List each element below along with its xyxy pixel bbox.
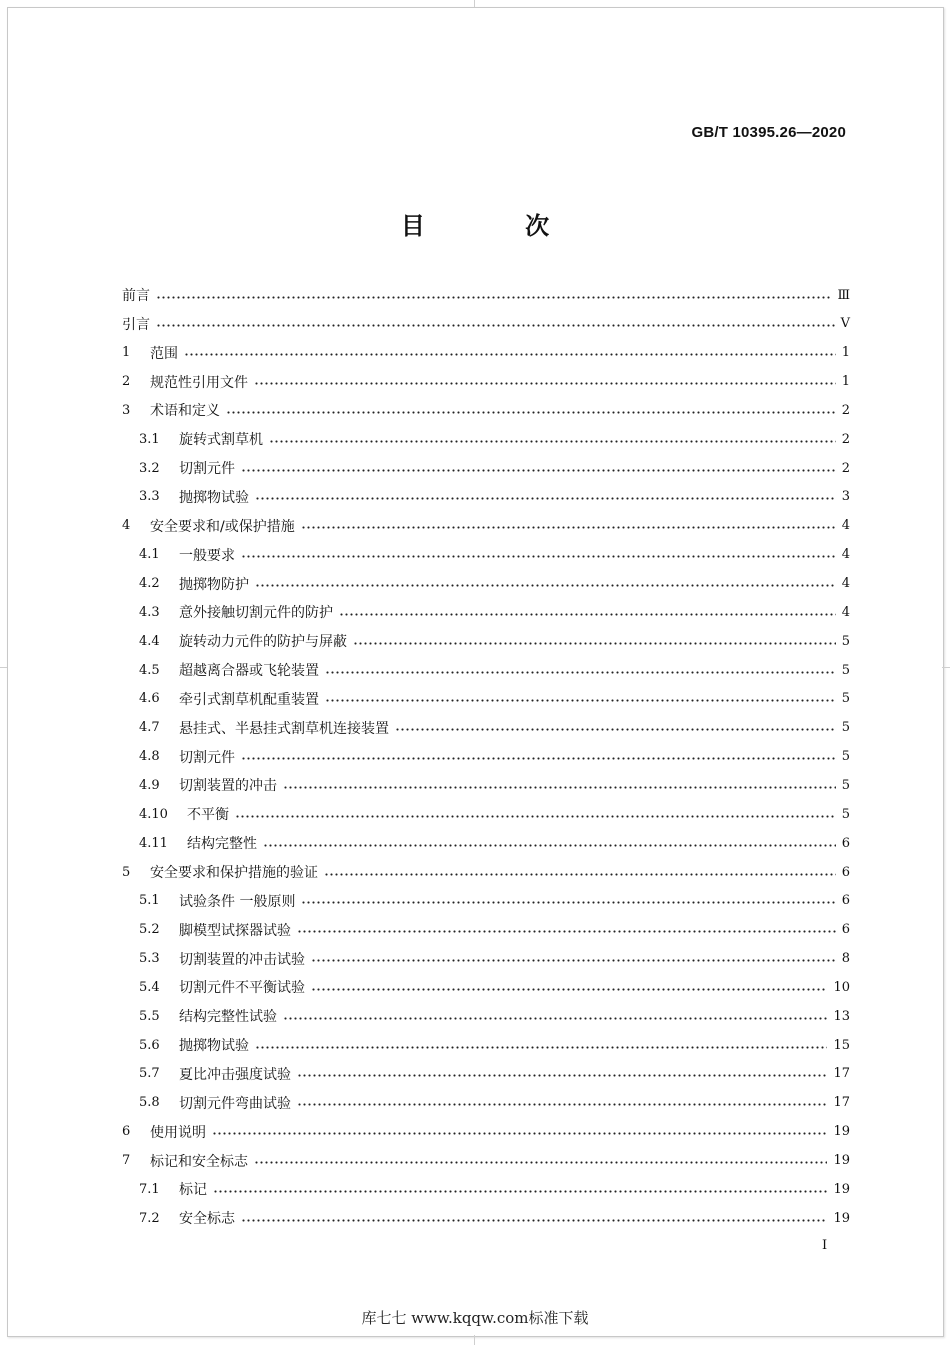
toc-entry-page: Ⅲ bbox=[837, 287, 850, 303]
toc-entry-number: 4.4 bbox=[139, 633, 160, 649]
dot-leader bbox=[311, 988, 827, 991]
toc-entry-title: 安全标志 bbox=[179, 1211, 235, 1228]
toc-entry-title: 旋转动力元件的防护与屏蔽 bbox=[179, 634, 347, 651]
toc-entry-page: 6 bbox=[841, 864, 850, 880]
toc-entry-number: 6 bbox=[122, 1124, 131, 1140]
toc-entry[interactable] bbox=[122, 312, 850, 336]
toc-entry-title: 术语和定义 bbox=[150, 403, 220, 420]
toc-entry[interactable] bbox=[139, 802, 850, 826]
toc-entry-title: 抛掷物试验 bbox=[179, 489, 249, 506]
toc-entry-page: 6 bbox=[841, 835, 850, 851]
toc-entry-number: 5.7 bbox=[139, 1066, 160, 1082]
toc-entry-page: 1 bbox=[841, 374, 850, 390]
toc-entry-page: 6 bbox=[841, 893, 850, 909]
toc-entry-number: 4 bbox=[122, 518, 131, 534]
toc-entry-title: 范围 bbox=[150, 345, 178, 362]
toc-entry-title: 前言 bbox=[122, 288, 150, 304]
toc-entry-title: 超越离合器或飞轮装置 bbox=[179, 663, 319, 680]
toc-entry-title: 结构完整性 bbox=[187, 836, 257, 853]
toc-entry-number: 4.5 bbox=[139, 662, 160, 678]
toc-entry[interactable] bbox=[139, 918, 850, 942]
dot-leader bbox=[263, 844, 836, 847]
toc-entry-title: 脚模型试探器试验 bbox=[179, 922, 291, 939]
toc-entry-title: 结构完整性试验 bbox=[179, 1009, 277, 1026]
dot-leader bbox=[235, 815, 836, 818]
dot-leader bbox=[241, 555, 836, 558]
dot-leader bbox=[325, 671, 836, 674]
dot-leader bbox=[213, 1190, 827, 1193]
toc-entry-number: 4.6 bbox=[139, 691, 160, 707]
toc-entry[interactable] bbox=[139, 1004, 850, 1028]
toc-entry-number: 5.8 bbox=[139, 1095, 160, 1111]
toc-entry-page: 5 bbox=[841, 806, 850, 822]
dot-leader bbox=[297, 1074, 827, 1077]
toc-entry-number: 1 bbox=[122, 345, 131, 361]
toc-entry[interactable] bbox=[139, 629, 850, 653]
toc-entry-title: 规范性引用文件 bbox=[150, 374, 248, 391]
dot-leader bbox=[255, 497, 836, 500]
crop-mark bbox=[474, 0, 475, 7]
toc-entry-number: 7.1 bbox=[139, 1181, 160, 1197]
toc-entry[interactable] bbox=[122, 283, 850, 307]
toc-entry-page: 4 bbox=[841, 604, 850, 620]
dot-leader bbox=[156, 296, 831, 299]
toc-entry[interactable] bbox=[139, 745, 850, 769]
toc-entry-title: 一般要求 bbox=[179, 547, 235, 564]
toc-entry-number: 4.10 bbox=[139, 806, 168, 822]
dot-leader bbox=[255, 584, 836, 587]
toc-entry-page: 4 bbox=[841, 547, 850, 563]
crop-mark bbox=[474, 1335, 475, 1345]
toc-entry[interactable] bbox=[139, 1062, 850, 1086]
toc-entry[interactable] bbox=[122, 1149, 850, 1173]
toc-entry-page: 2 bbox=[841, 402, 850, 418]
dot-leader bbox=[254, 382, 836, 385]
page-number: I bbox=[822, 1238, 828, 1253]
toc-entry-page: 2 bbox=[841, 431, 850, 447]
toc-entry-page: Ⅴ bbox=[840, 316, 850, 332]
toc-entry-page: 8 bbox=[841, 951, 850, 967]
dot-leader bbox=[324, 873, 836, 876]
toc-entry-page: 5 bbox=[841, 662, 850, 678]
footer-watermark: 库七七 www.kqqw.com标准下载 bbox=[361, 1309, 589, 1327]
toc-entry-title: 切割元件弯曲试验 bbox=[179, 1095, 291, 1112]
toc-entry-number: 7 bbox=[122, 1153, 131, 1168]
toc-entry-title: 意外接触切割元件的防护 bbox=[179, 605, 333, 622]
toc-entry-page: 4 bbox=[841, 518, 850, 534]
page-title: 目 次 bbox=[400, 212, 596, 240]
toc-entry-page: 2 bbox=[841, 460, 850, 476]
dot-leader bbox=[301, 526, 836, 529]
toc-entry-title: 夏比冲击强度试验 bbox=[179, 1066, 291, 1083]
toc-entry[interactable] bbox=[139, 1206, 850, 1230]
toc-entry-number: 3.1 bbox=[139, 431, 160, 447]
toc-entry[interactable] bbox=[139, 947, 850, 971]
toc-entry[interactable] bbox=[139, 773, 850, 797]
dot-leader bbox=[339, 613, 836, 616]
toc-entry[interactable] bbox=[139, 572, 850, 596]
dot-leader bbox=[269, 440, 836, 443]
dot-leader bbox=[255, 1046, 827, 1049]
toc-entry-title: 旋转式割草机 bbox=[179, 432, 263, 449]
toc-entry-page: 3 bbox=[841, 489, 850, 505]
toc-entry-number: 5.1 bbox=[139, 893, 160, 909]
dot-leader bbox=[226, 411, 836, 414]
toc-entry[interactable] bbox=[139, 485, 850, 509]
toc-entry-number: 4.11 bbox=[139, 835, 168, 851]
toc-entry[interactable] bbox=[139, 831, 850, 855]
toc-entry-page: 13 bbox=[833, 1008, 850, 1024]
toc-entry-page: 15 bbox=[833, 1037, 850, 1053]
toc-entry-title: 试验条件 一般原则 bbox=[179, 893, 296, 910]
toc-entry-number: 5.2 bbox=[139, 922, 160, 938]
toc-entry[interactable] bbox=[122, 860, 850, 884]
toc-entry[interactable] bbox=[139, 427, 850, 451]
toc-entry[interactable] bbox=[139, 687, 850, 711]
toc-entry-page: 19 bbox=[833, 1153, 850, 1168]
toc-entry-number: 2 bbox=[122, 374, 131, 390]
dot-leader bbox=[241, 757, 836, 760]
toc-entry-title: 悬挂式、半悬挂式割草机连接装置 bbox=[179, 720, 389, 737]
toc-entry[interactable] bbox=[122, 398, 850, 422]
toc-entry[interactable] bbox=[139, 889, 850, 913]
toc-entry[interactable] bbox=[122, 514, 850, 538]
toc-entry-title: 不平衡 bbox=[187, 807, 229, 824]
dot-leader bbox=[301, 901, 835, 904]
dot-leader bbox=[297, 1103, 827, 1106]
toc-entry-number: 5.4 bbox=[139, 979, 160, 995]
toc-entry[interactable] bbox=[139, 600, 850, 624]
dot-leader bbox=[212, 1132, 827, 1135]
toc-entry-page: 5 bbox=[841, 633, 850, 649]
toc-entry-page: 5 bbox=[841, 777, 850, 793]
dot-leader bbox=[156, 324, 835, 327]
toc-entry-number: 4.9 bbox=[139, 777, 160, 793]
standard-code: GB/T 10395.26—2020 bbox=[691, 124, 846, 141]
toc-entry[interactable] bbox=[139, 1091, 850, 1115]
dot-leader bbox=[395, 728, 836, 731]
toc-entry[interactable] bbox=[139, 658, 850, 682]
toc-entry-number: 3 bbox=[122, 402, 131, 418]
toc-entry-title: 切割元件 bbox=[179, 749, 235, 766]
toc-entry-title: 标记和安全标志 bbox=[150, 1153, 248, 1170]
toc-entry-title: 切割装置的冲击 bbox=[179, 778, 277, 795]
toc-entry[interactable] bbox=[139, 1033, 850, 1057]
toc-entry[interactable] bbox=[122, 1120, 850, 1144]
dot-leader bbox=[283, 786, 836, 789]
toc-entry[interactable] bbox=[122, 341, 850, 365]
toc-entry-page: 4 bbox=[841, 576, 850, 591]
dot-leader bbox=[241, 1219, 827, 1222]
toc-entry-title: 抛掷物防护 bbox=[179, 576, 249, 593]
toc-entry-page: 10 bbox=[833, 979, 850, 995]
dot-leader bbox=[325, 699, 836, 702]
toc-entry-page: 6 bbox=[841, 922, 850, 938]
toc-entry-number: 4.2 bbox=[139, 576, 160, 591]
toc-entry-page: 19 bbox=[833, 1124, 850, 1140]
dot-leader bbox=[297, 930, 836, 933]
crop-mark bbox=[942, 667, 950, 668]
toc-entry-title: 牵引式割草机配重装置 bbox=[179, 691, 319, 708]
toc-entry-page: 5 bbox=[841, 691, 850, 707]
toc-entry-page: 17 bbox=[833, 1095, 850, 1111]
toc-entry[interactable] bbox=[139, 543, 850, 567]
toc-entry-page: 19 bbox=[833, 1181, 850, 1197]
toc-entry-title: 使用说明 bbox=[150, 1124, 206, 1141]
toc-entry-number: 3.2 bbox=[139, 460, 160, 476]
toc-entry-number: 5 bbox=[122, 864, 131, 880]
toc-entry-title: 安全要求和/或保护措施 bbox=[150, 518, 295, 535]
dot-leader bbox=[184, 353, 836, 356]
toc-entry-title: 安全要求和保护措施的验证 bbox=[150, 865, 318, 881]
toc-entry[interactable] bbox=[122, 370, 850, 394]
toc-entry[interactable] bbox=[139, 1177, 850, 1201]
dot-leader bbox=[283, 1017, 827, 1020]
dot-leader bbox=[241, 469, 836, 472]
toc-entry-number: 7.2 bbox=[139, 1210, 160, 1226]
toc-entry-title: 切割元件 bbox=[179, 461, 235, 478]
dot-leader bbox=[254, 1161, 827, 1164]
toc-entry-page: 5 bbox=[841, 749, 850, 765]
toc-entry-number: 4.1 bbox=[139, 547, 160, 563]
toc-entry-number: 4.3 bbox=[139, 604, 160, 620]
toc-entry[interactable] bbox=[139, 716, 850, 740]
dot-leader bbox=[353, 642, 836, 645]
toc-entry-title: 切割装置的冲击试验 bbox=[179, 951, 305, 968]
toc-entry-number: 3.3 bbox=[139, 489, 160, 505]
toc-entry-page: 5 bbox=[841, 720, 850, 736]
toc-entry-number: 5.3 bbox=[139, 951, 160, 967]
crop-mark bbox=[0, 667, 7, 668]
dot-leader bbox=[311, 959, 836, 962]
toc-entry-number: 4.8 bbox=[139, 749, 160, 765]
toc-entry[interactable] bbox=[139, 456, 850, 480]
toc-entry-title: 标记 bbox=[179, 1182, 207, 1199]
toc-entry[interactable] bbox=[139, 975, 850, 999]
toc-entry-title: 切割元件不平衡试验 bbox=[179, 980, 305, 997]
toc-entry-title: 抛掷物试验 bbox=[179, 1038, 249, 1055]
toc-entry-title: 引言 bbox=[122, 316, 150, 333]
toc-entry-number: 4.7 bbox=[139, 720, 160, 736]
toc-entry-number: 5.6 bbox=[139, 1037, 160, 1053]
toc-entry-page: 19 bbox=[833, 1210, 850, 1226]
toc-entry-page: 17 bbox=[833, 1066, 850, 1082]
toc-entry-number: 5.5 bbox=[139, 1008, 160, 1024]
toc-entry-page: 1 bbox=[841, 345, 850, 361]
